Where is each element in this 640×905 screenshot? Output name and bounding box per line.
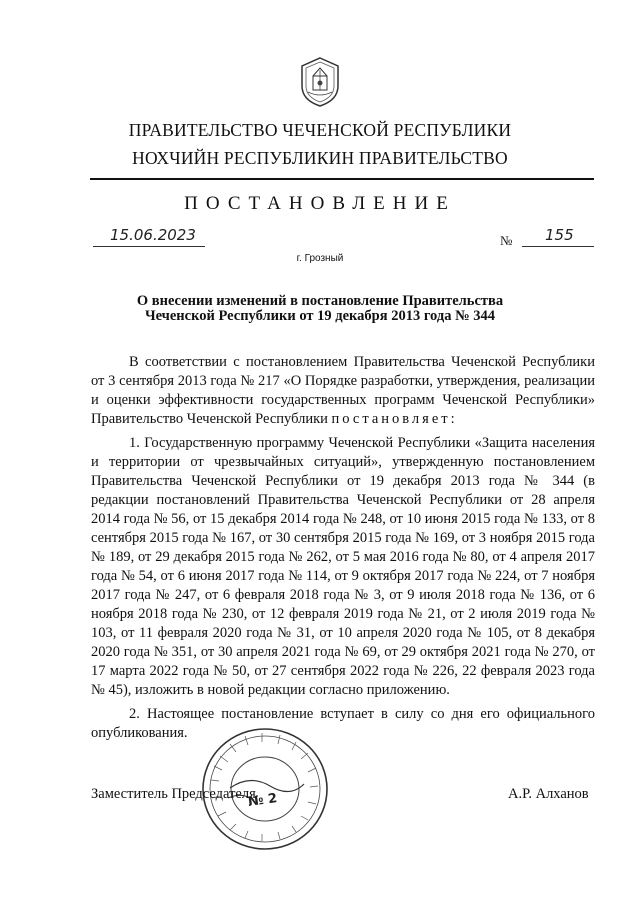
chechen-republic-emblem-icon xyxy=(298,56,342,108)
number-underline xyxy=(522,246,594,247)
preamble-text: В соответствии с постановлением Правительства Чеченской Республики от 3 сентября 2013 года № 217 «О Порядке разработки, утверждения, реализации и оценки эффективности государственных программ Чеченской Республики» Правительство Чеченской Республики xyxy=(91,354,595,427)
header-divider xyxy=(90,178,594,180)
number-sign: № xyxy=(500,233,513,248)
signer-name: А.Р. Алханов xyxy=(508,786,589,802)
government-name-chechen: НОХЧИЙН РЕСПУБЛИКИН ПРАВИТЕЛЬСТВО xyxy=(132,148,508,168)
document-body xyxy=(91,353,595,743)
document-date: 15.06.2023 xyxy=(110,226,196,244)
resolution-word: постановляет xyxy=(331,411,451,427)
signer-position: Заместитель Председателя xyxy=(91,786,256,802)
paragraph-item-1: 1. Государственную программу Чеченской Республики «Защита населения и территории от чрезвычайных ситуаций», утвержденную постановлением Правительства Чеченской Республики от 19 декабря 2013 года № 344 (в редакции постановлений Правительства Чеченской Республики от 28 апреля 2014 года № 56, от 15 декабря 2014 года № 248, от 10 июня 2015 года № 133, от 8 сентября 2015 года № 167, от 30 сентября 2015 года № 169, от 3 ноября 2015 года № 189, от 29 декабря 2015 года № 262, от 5 мая 2016 года № 80, от 4 апреля 2017 года № 54, от 6 июня 2017 года № 114, от 9 октября 2017 года № 224, от 7 ноября 2017 года № 247, от 6 февраля 2018 года № 3, от 9 июля 2018 года № 136, от 6 ноября 2018 года № 230, от 12 февраля 2019 года № 21, от 2 июля 2019 года № 103, от 11 февраля 2020 года № 31, от 10 апреля 2020 года № 105, от 8 декабря 2020 года № 351, от 30 апреля 2021 года № 69, от 29 октября 2021 года № 270, от 17 марта 2022 года № 50, от 27 сентября 2022 года № 226, 22 февраля 2023 года № 45), изложить в новой редакции согласно приложению. xyxy=(91,435,595,698)
document-subject xyxy=(0,294,640,324)
preamble-colon: : xyxy=(450,411,455,427)
date-underline xyxy=(93,246,205,247)
paragraph-item-2: 2. Настоящее постановление вступает в силу со дня его официального опубликования. xyxy=(91,706,595,741)
city-label: г. Грозный xyxy=(296,253,344,264)
document-number: 155 xyxy=(545,226,574,244)
stamp-number: № 2 xyxy=(247,791,279,810)
paragraph-preamble xyxy=(91,353,595,429)
government-name-russian: ПРАВИТЕЛЬСТВО ЧЕЧЕНСКОЙ РЕСПУБЛИКИ xyxy=(128,120,512,140)
subject-line-2: Чеченской Республики от 19 декабря 2013 года № 344 xyxy=(144,308,496,324)
subject-line-1: О внесении изменений в постановление Правительства xyxy=(136,293,504,309)
document-type-title: ПОСТАНОВЛЕНИЕ xyxy=(184,193,456,214)
